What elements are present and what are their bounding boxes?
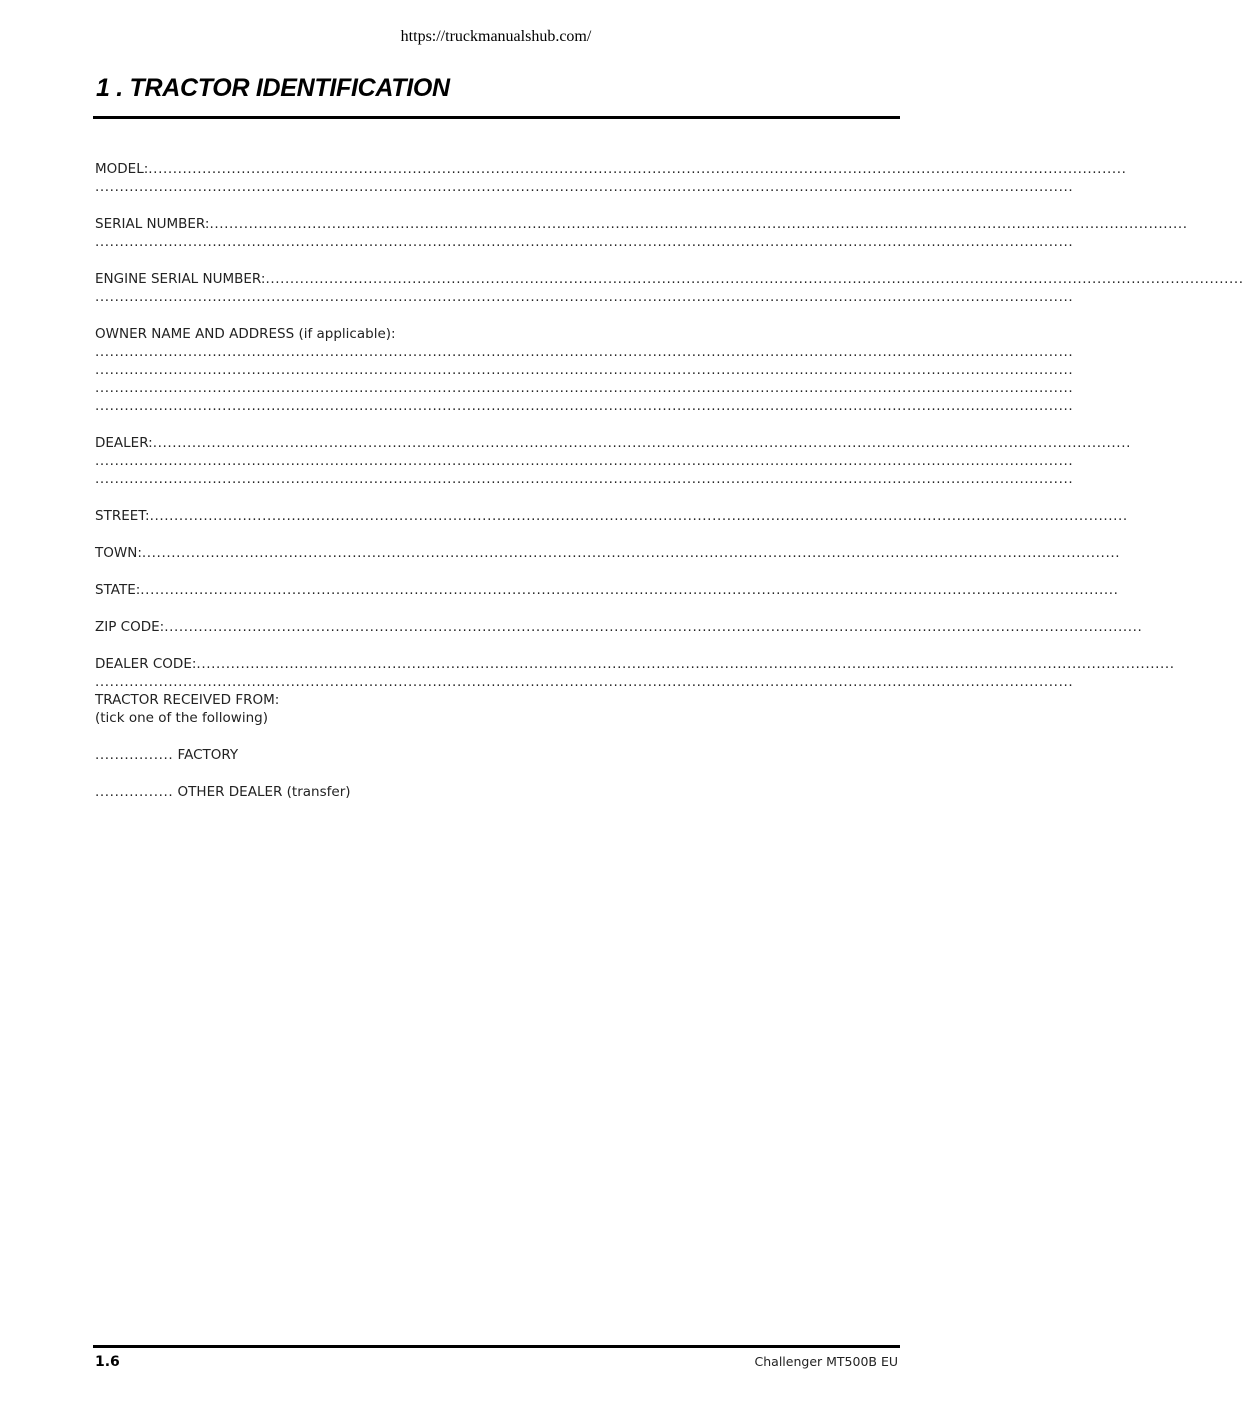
dotted-fill: ........................................................................................................................................................................................................ <box>149 508 1128 524</box>
dealer-code-field[interactable] <box>95 655 1175 673</box>
tick-dots[interactable]: ................ <box>95 747 174 763</box>
dotted-fill: ........................................................................................................................................................................................................ <box>148 161 1127 177</box>
option-factory-label: FACTORY <box>173 747 239 763</box>
manual-title: Challenger MT500B EU <box>754 1354 898 1369</box>
dotted-line[interactable]: ........................................................................................................................................................................................................ <box>95 471 1074 487</box>
dotted-fill: ........................................................................................................................................................................................................ <box>141 545 1121 561</box>
footer-rule <box>93 1345 900 1348</box>
dotted-fill: ........................................................................................................................................................................................................ <box>164 619 1143 635</box>
dotted-line[interactable]: ........................................................................................................................................................................................................ <box>95 674 1074 690</box>
source-url: https://truckmanualshub.com/ <box>400 28 592 45</box>
serial-number-label: SERIAL NUMBER: <box>95 216 210 232</box>
received-from-hint: (tick one of the following) <box>95 710 268 726</box>
state-field[interactable] <box>95 581 1119 599</box>
page-number: 1.6 <box>95 1354 120 1370</box>
dotted-fill: ........................................................................................................................................................................................................ <box>140 582 1119 598</box>
title-rule <box>93 116 900 119</box>
zip-code-label: ZIP CODE: <box>95 619 165 635</box>
town-label: TOWN: <box>95 545 142 561</box>
dotted-fill: ........................................................................................................................................................................................................ <box>265 271 1244 287</box>
dotted-fill: ........................................................................................................................................................................................................ <box>196 656 1175 672</box>
section-title: 1 . TRACTOR IDENTIFICATION <box>96 74 450 102</box>
dotted-line[interactable]: ........................................................................................................................................................................................................ <box>95 344 1074 360</box>
dealer-field[interactable] <box>95 434 1131 452</box>
owner-label: OWNER NAME AND ADDRESS (if applicable): <box>95 326 396 342</box>
engine-serial-number-label: ENGINE SERIAL NUMBER: <box>95 271 266 287</box>
dealer-label: DEALER: <box>95 435 153 451</box>
dealer-code-label: DEALER CODE: <box>95 656 197 672</box>
dotted-line[interactable]: ........................................................................................................................................................................................................ <box>95 398 1074 414</box>
model-field[interactable] <box>95 160 1127 178</box>
received-from-label: TRACTOR RECEIVED FROM: <box>95 692 280 708</box>
zip-code-field[interactable] <box>95 618 1143 636</box>
dotted-line[interactable]: ........................................................................................................................................................................................................ <box>95 234 1074 250</box>
model-label: MODEL: <box>95 161 149 177</box>
identification-form <box>95 160 1244 801</box>
dotted-line[interactable]: ........................................................................................................................................................................................................ <box>95 289 1074 305</box>
serial-number-field[interactable] <box>95 215 1188 233</box>
engine-serial-number-field[interactable] <box>95 270 1244 288</box>
tick-dots[interactable]: ................ <box>95 784 174 800</box>
dotted-fill: ........................................................................................................................................................................................................ <box>209 216 1188 232</box>
street-field[interactable] <box>95 507 1128 525</box>
option-other-dealer-label: OTHER DEALER (transfer) <box>173 784 351 800</box>
street-label: STREET: <box>95 508 150 524</box>
town-field[interactable] <box>95 544 1121 562</box>
option-other-dealer[interactable] <box>95 783 479 801</box>
dotted-line[interactable]: ........................................................................................................................................................................................................ <box>95 380 1074 396</box>
dotted-line[interactable]: ........................................................................................................................................................................................................ <box>95 453 1074 469</box>
state-label: STATE: <box>95 582 141 598</box>
dotted-fill: ........................................................................................................................................................................................................ <box>152 435 1131 451</box>
dotted-line[interactable]: ........................................................................................................................................................................................................ <box>95 362 1074 378</box>
option-factory[interactable] <box>95 746 479 764</box>
dotted-line[interactable]: ........................................................................................................................................................................................................ <box>95 179 1074 195</box>
